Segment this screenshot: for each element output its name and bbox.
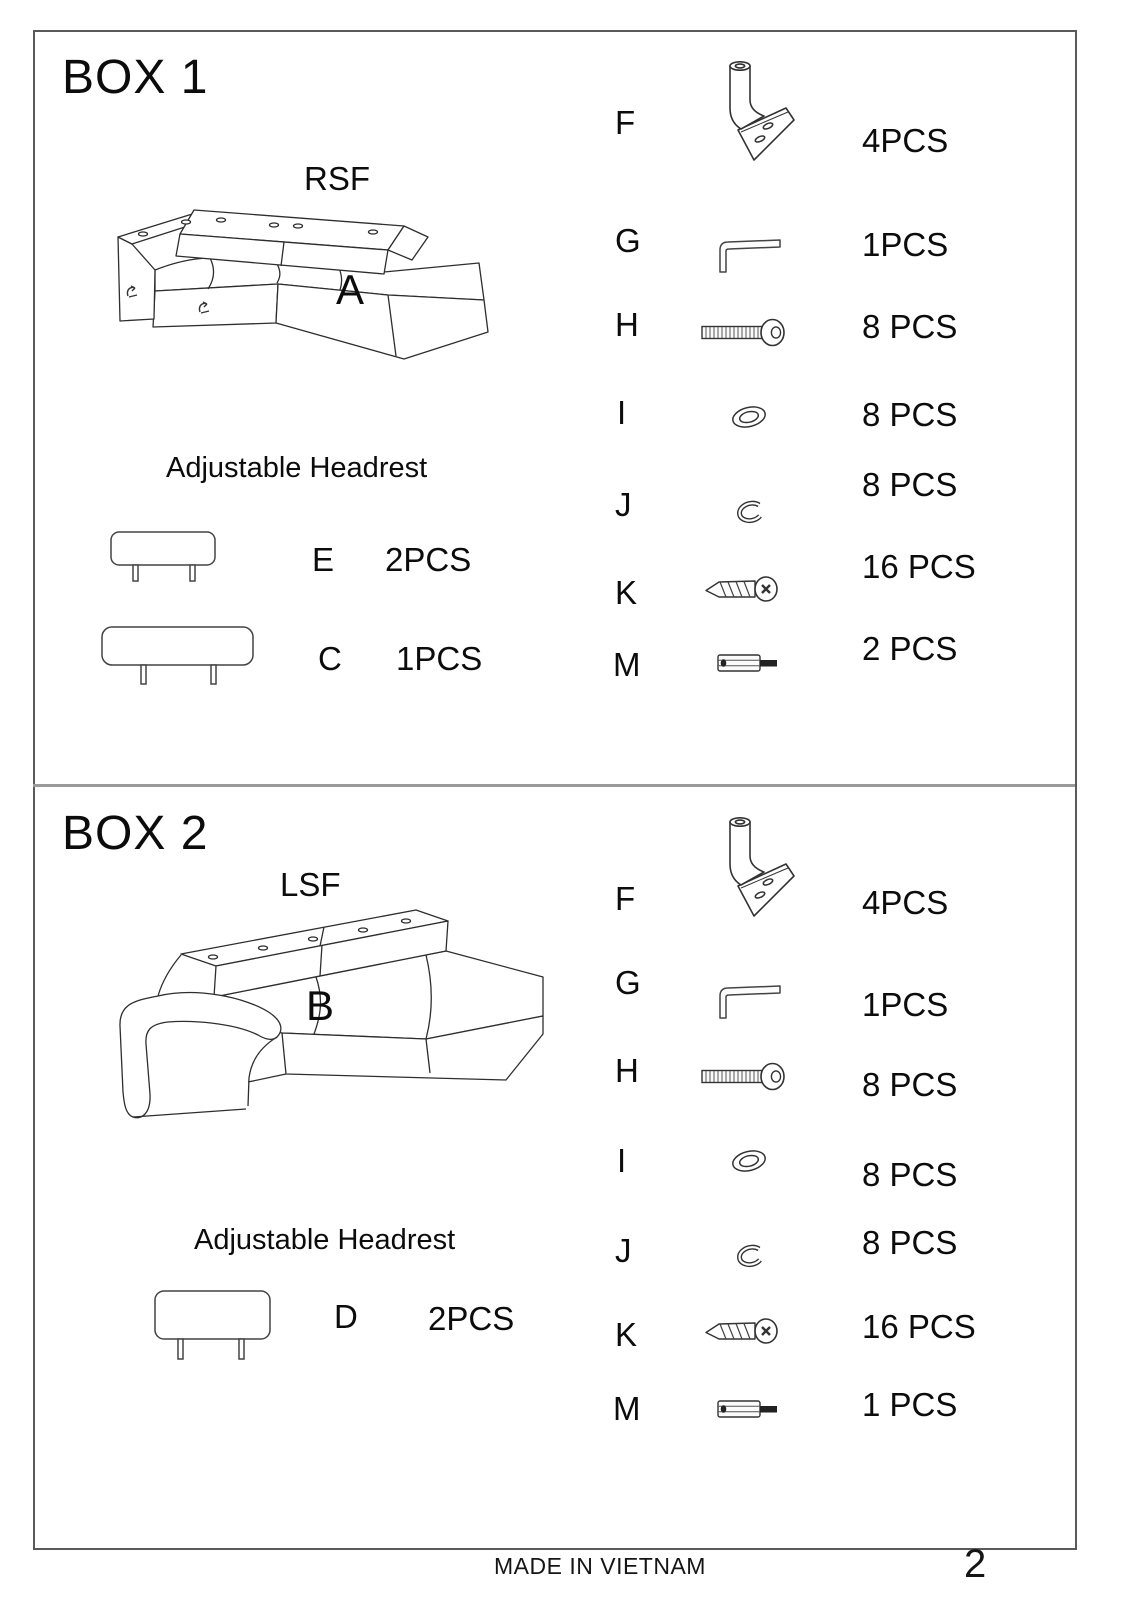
hw-letter-h: H [615,306,639,343]
allen-key-icon [716,982,784,1022]
hw-qty-g2: 1PCS [862,986,949,1023]
headrest-e-qty: 2PCS [385,541,472,578]
hw-letter-j: J [615,486,632,523]
flat-washer-icon [728,1146,770,1176]
wood-screw-icon [702,1314,780,1348]
hw-qty-f2: 4PCS [862,884,949,921]
hw-letter-h2: H [615,1052,639,1089]
sofa-b-orientation-label: LSF [280,866,341,903]
sofa-a-part-letter: A [336,266,365,313]
headrest-c-drawing [101,626,257,686]
hw-letter-i: I [617,394,627,431]
headrest-e-letter: E [312,541,335,578]
allen-key-icon [716,236,784,276]
headrest-d-letter: D [334,1298,358,1335]
hw-letter-f: F [615,104,636,141]
hw-qty-i: 8 PCS [862,396,958,433]
hw-letter-m: M [613,646,641,683]
box1-headrest-title: Adjustable Headrest [166,452,428,484]
sofa-a-orientation-label: RSF [304,160,370,197]
hw-qty-k2: 16 PCS [862,1308,976,1345]
flat-washer-icon [728,402,770,432]
hw-qty-i2: 8 PCS [862,1156,958,1193]
box1-title: BOX 1 [62,51,209,104]
bolt-icon [700,1060,788,1093]
lock-washer-icon [732,498,768,528]
page-number: 2 [964,1542,987,1586]
sofa-a-drawing [98,192,496,367]
leg-bracket-icon [708,58,796,166]
hw-qty-m2: 1 PCS [862,1386,958,1423]
headrest-e-drawing [110,531,220,583]
hw-letter-f2: F [615,880,636,917]
headrest-c-letter: C [318,640,342,677]
wood-screw-icon [702,572,780,606]
hw-qty-h2: 8 PCS [862,1066,958,1103]
headrest-d-qty: 2PCS [428,1300,515,1337]
hw-letter-g: G [615,222,641,259]
box2-title: BOX 2 [62,807,209,860]
hw-qty-k: 16 PCS [862,548,976,585]
hw-letter-k: K [615,574,638,611]
bolt-icon [700,316,788,349]
hw-qty-g: 1PCS [862,226,949,263]
lock-washer-icon [732,1242,768,1272]
hw-qty-j: 8 PCS [862,466,958,503]
hw-letter-i2: I [617,1142,627,1179]
hw-qty-j2: 8 PCS [862,1224,958,1261]
hw-qty-f: 4PCS [862,122,949,159]
hw-qty-m: 2 PCS [862,630,958,667]
hw-letter-m2: M [613,1390,641,1427]
headrest-c-qty: 1PCS [396,640,483,677]
leg-bracket-icon [708,814,796,922]
sofa-b-part-letter: B [306,982,335,1029]
made-in-label: MADE IN VIETNAM [494,1553,706,1579]
standoff-bolt-icon [715,650,781,677]
hw-letter-g2: G [615,964,641,1001]
headrest-d-drawing [154,1290,274,1362]
box-section-divider [33,784,1075,787]
hw-letter-j2: J [615,1232,632,1269]
hw-letter-k2: K [615,1316,638,1353]
box2-headrest-title: Adjustable Headrest [194,1224,456,1256]
standoff-bolt-icon [715,1396,781,1423]
hw-qty-h: 8 PCS [862,308,958,345]
